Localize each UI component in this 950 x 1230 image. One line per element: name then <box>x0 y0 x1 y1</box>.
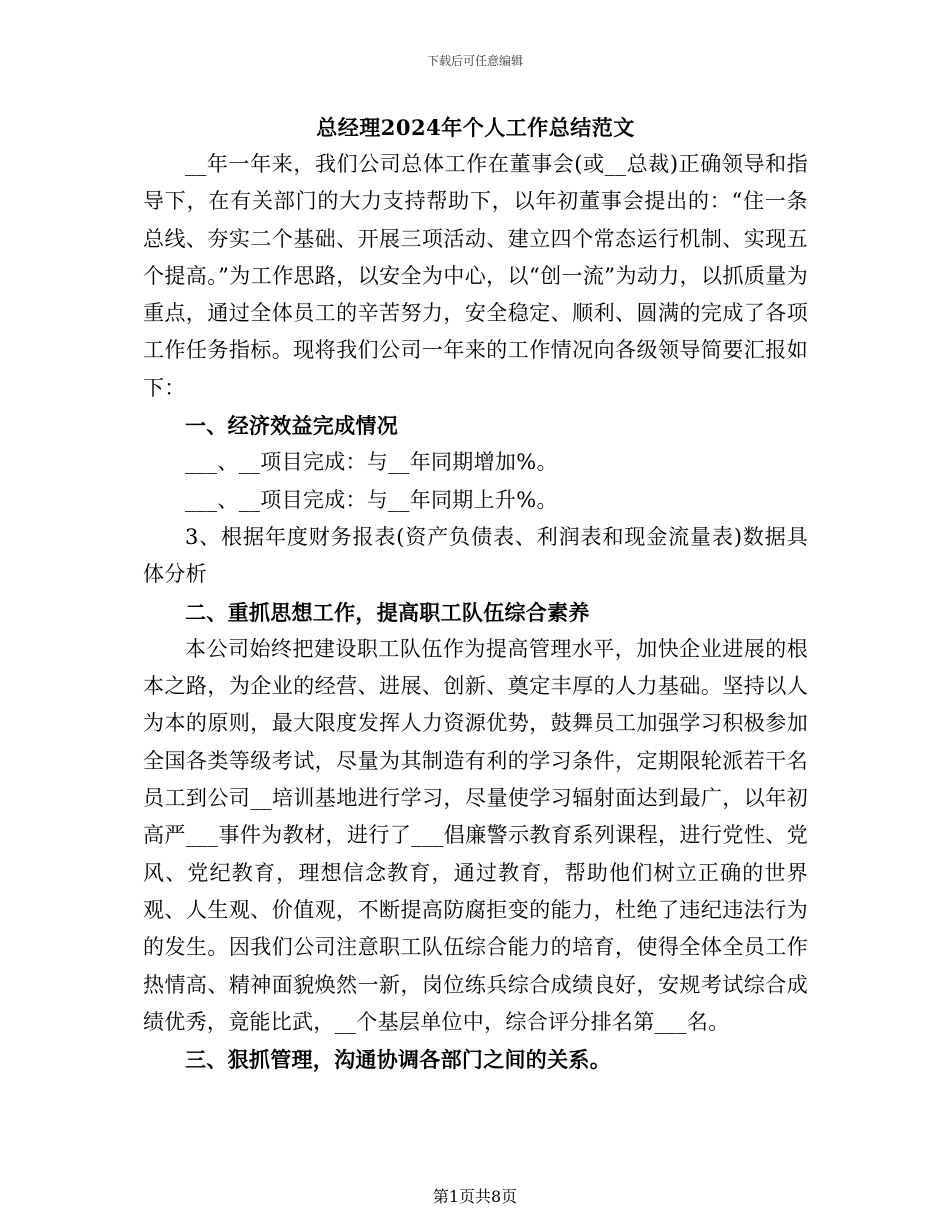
document-title: 总经理2024年个人工作总结范文 <box>316 115 635 140</box>
list-item-2: ___、__项目完成：与__年同期上升%。 <box>185 487 558 512</box>
list-item-3: 3、根据年度财务报表(资产负债表、利润表和现金流量表)数据具体分析 <box>143 524 808 587</box>
document-body <box>143 112 808 1078</box>
list-item-1: ___、__项目完成：与__年同期增加%。 <box>185 450 558 475</box>
intro-paragraph: __年一年来，我们公司总体工作在董事会(或__总裁)正确领导和指导下，在有关部门的大力支持帮助下，以年初董事会提出的：“住一条总线、夯实二个基础、开展三项活动、建立四个常态运行机制、实现五个提高。”为工作思路，以安全为中心，以“创一流”为动力，以抓质量为重点，通过全体员工的辛苦努力，安全稳定、顺利、圆满的完成了各项工作任务指标。现将我们公司一年来的工作情况向各级领导简要汇报如下： <box>143 152 808 400</box>
header-note: 下载后可任意编辑 <box>426 54 523 68</box>
section-heading-1: 一、经济效益完成情况 <box>185 413 398 439</box>
section-2-paragraph: 本公司始终把建设职工队伍作为提高管理水平，加快企业进展的根本之路，为企业的经营、进展、创新、奠定丰厚的人力基础。坚持以人为本的原则，最大限度发挥人力资源优势，鼓舞员工加强学习积极参加全国各类等级考试，尽量为其制造有利的学习条件，定期限轮派若干名员工到公司__培训基地进行学习，尽量使学习辐射面达到最广，以年初高严___事件为教材，进行了___倡廉警示教育系列课程，进行党性、党风、党纪教育，理想信念教育，通过教育，帮助他们树立正确的世界观、人生观、价值观，不断提高防腐拒变的能力，杜绝了违纪违法行为的发生。因我们公司注意职工队伍综合能力的培育，使得全体全员工作热情高、精神面貌焕然一新，岗位练兵综合成绩良好，安规考试综合成绩优秀，竟能比武，__个基层单位中，综合评分排名第___名。 <box>143 636 808 1034</box>
section-heading-3: 三、狠抓管理，沟通协调各部门之间的关系。 <box>185 1047 611 1073</box>
page-footer: 第1页共8页 <box>432 1187 518 1206</box>
section-heading-2: 二、重抓思想工作，提高职工队伍综合素养 <box>185 599 590 625</box>
